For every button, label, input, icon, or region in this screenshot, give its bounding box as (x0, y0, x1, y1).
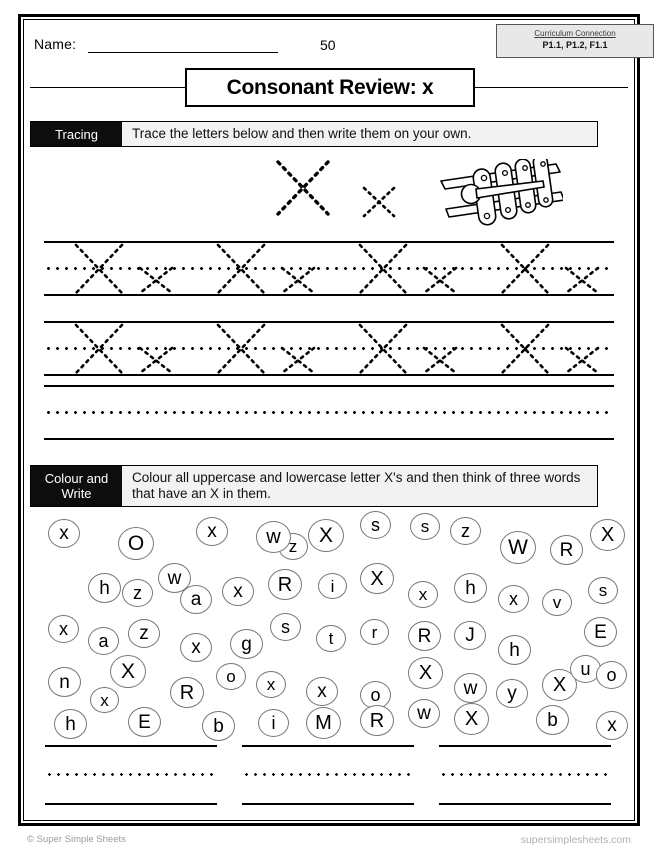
letter-bubble[interactable]: o (360, 681, 391, 709)
letter-bubble[interactable]: w (408, 699, 440, 728)
letter-bubble[interactable]: J (454, 621, 486, 650)
writeline-dotted-midline (45, 773, 217, 776)
letter-bubble[interactable]: s (410, 513, 440, 540)
letter-bubble[interactable]: E (128, 707, 161, 737)
letter-bubble[interactable]: b (536, 705, 569, 735)
letter-bubble[interactable]: v (542, 589, 572, 616)
demo-uppercase-x-dotted (273, 157, 333, 219)
letter-bubble[interactable]: X (308, 519, 344, 552)
letter-bubble[interactable]: X (360, 563, 394, 594)
lineset-bottom-rule (44, 438, 614, 440)
letter-bubble[interactable]: u (570, 655, 601, 683)
letter-bubble[interactable]: t (316, 625, 346, 652)
curriculum-connection-title: Curriculum Connection (534, 29, 616, 38)
word-line-2[interactable] (242, 745, 414, 807)
header (30, 30, 628, 64)
letter-bubble[interactable]: X (542, 669, 577, 701)
letter-bubble[interactable]: s (360, 511, 391, 539)
curriculum-connection-box (496, 24, 654, 58)
letter-bubble[interactable]: X (110, 655, 146, 688)
word-line-1[interactable] (45, 745, 217, 807)
tracing-section-instruction: Trace the letters below and then write them on your own. (132, 126, 472, 141)
colour-and-write-section-instruction: Colour all uppercase and lowercase letter X's and then think of three words that have an X in them. (132, 470, 581, 501)
letter-bubble[interactable]: n (48, 667, 81, 697)
name-input-line[interactable] (88, 52, 278, 53)
letter-bubble[interactable]: a (88, 627, 119, 655)
tracing-demo-area (30, 155, 628, 240)
letter-bubble[interactable]: i (258, 709, 289, 737)
letter-bubble[interactable]: r (360, 619, 389, 645)
letter-bubble[interactable]: h (54, 709, 87, 739)
letter-bubble[interactable]: x (48, 615, 79, 643)
letter-bubble[interactable]: s (270, 613, 301, 641)
colour-and-write-section-bar (30, 465, 598, 507)
tracing-section-bar (30, 121, 598, 147)
letter-bubble[interactable]: o (216, 663, 246, 690)
page-title: Consonant Review: x (226, 75, 434, 99)
xylophone-icon (438, 159, 563, 231)
letter-bubble[interactable]: x (48, 519, 80, 548)
footer (24, 834, 634, 850)
writeline-dotted-midline (439, 773, 611, 776)
letter-bubble[interactable]: X (454, 703, 489, 735)
letter-bubble[interactable]: w (454, 673, 487, 703)
writeline-bottom-rule (45, 803, 217, 805)
tracing-lineset-1[interactable] (44, 241, 614, 296)
letter-bubble[interactable]: z (450, 517, 481, 545)
letter-bubble[interactable]: x (498, 585, 529, 613)
tracing-lineset-2[interactable] (44, 321, 614, 376)
letter-bubble[interactable]: R (360, 705, 394, 736)
tracing-glyphs-row-1 (44, 241, 614, 296)
letter-bubble[interactable]: M (306, 707, 341, 739)
letter-bubble[interactable]: x (306, 677, 338, 706)
letter-bubble[interactable]: s (588, 577, 618, 604)
page-title-box (185, 68, 475, 107)
letter-bubble[interactable]: x (408, 581, 438, 608)
letter-bubble[interactable]: W (500, 531, 536, 564)
letter-bubble[interactable]: x (256, 671, 286, 698)
page-number: 50 (320, 37, 336, 53)
tracing-glyphs-row-2 (44, 321, 614, 376)
name-label: Name: (34, 36, 77, 52)
footer-website: supersimplesheets.com (520, 834, 631, 846)
letter-bubble[interactable]: i (318, 573, 347, 599)
letter-bubble[interactable]: h (88, 573, 121, 603)
letter-bubble[interactable]: o (596, 661, 627, 689)
letter-bubble[interactable]: z (128, 619, 160, 648)
writeline-bottom-rule (439, 803, 611, 805)
letter-bubble[interactable]: g (230, 629, 263, 659)
letter-bubble[interactable]: w (256, 521, 291, 553)
letter-bubble[interactable]: O (118, 527, 154, 560)
tracing-lineset-3-blank[interactable] (44, 385, 614, 440)
writeline-bottom-rule (242, 803, 414, 805)
letter-bubble[interactable]: X (590, 519, 625, 551)
writeline-top-rule (439, 745, 611, 747)
writeline-dotted-midline (242, 773, 414, 776)
colour-and-write-section-tag: Colour and Write (31, 466, 122, 506)
letter-bubble[interactable]: w (158, 563, 191, 593)
letter-bubble[interactable]: b (202, 711, 235, 741)
word-line-3[interactable] (439, 745, 611, 807)
letter-bubble[interactable]: R (170, 677, 204, 708)
letter-bubble[interactable]: h (454, 573, 487, 603)
letter-bubble[interactable]: R (550, 535, 583, 565)
letter-bubble-grid (30, 513, 628, 737)
lineset-top-rule (44, 385, 614, 387)
writeline-top-rule (242, 745, 414, 747)
letter-bubble[interactable]: E (584, 617, 617, 647)
letter-bubble[interactable]: h (498, 635, 531, 665)
letter-bubble[interactable]: y (496, 679, 528, 708)
letter-bubble[interactable]: x (180, 633, 212, 662)
writeline-top-rule (45, 745, 217, 747)
tracing-section-tag: Tracing (31, 122, 122, 146)
letter-bubble[interactable]: x (90, 687, 119, 713)
letter-bubble[interactable]: x (596, 711, 628, 740)
letter-bubble[interactable]: z (278, 533, 308, 560)
demo-lowercase-x-dotted (361, 185, 397, 219)
letter-bubble[interactable]: X (408, 657, 443, 689)
letter-bubble[interactable]: R (268, 569, 302, 600)
letter-bubble[interactable]: x (222, 577, 254, 606)
letter-bubble[interactable]: a (180, 585, 212, 614)
lineset-dotted-midline (44, 411, 614, 414)
curriculum-connection-codes: P1.1, P1.2, F1.1 (542, 40, 608, 50)
letter-bubble[interactable]: R (408, 621, 441, 651)
letter-bubble[interactable]: z (122, 579, 153, 607)
footer-copyright: © Super Simple Sheets (27, 834, 126, 845)
letter-bubble[interactable]: x (196, 517, 228, 546)
